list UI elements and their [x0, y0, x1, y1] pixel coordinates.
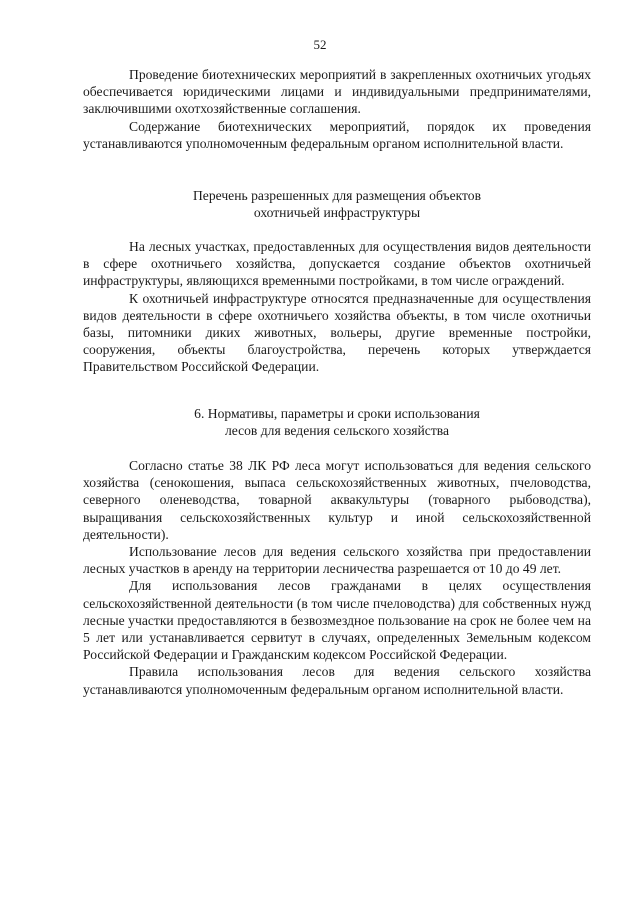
heading-line: охотничьей инфраструктуры	[253, 205, 421, 221]
page-number: 52	[313, 37, 327, 52]
section-heading	[83, 187, 591, 221]
heading-line: Перечень разрешенных для размещения объектов	[192, 188, 482, 203]
heading-line: лесов для ведения сельского хозяйства	[224, 423, 450, 439]
heading-agriculture	[83, 405, 591, 439]
section-heading	[83, 405, 591, 439]
paragraph: К охотничьей инфраструктуре относятся предназначенные для осуществления видов деятельности в сфере охотничьего хозяйства объекты, в том числе охотничьи базы, питомники диких животных, вольеры, другие временные постройки, сооружения, объекты благоустройства, перечень которых утверждается Правительством Российской Федерации.	[83, 290, 591, 375]
heading-hunting-infrastructure	[83, 187, 591, 221]
paragraph: Для использования лесов гражданами в целях осуществления сельскохозяйственной деятельности (в том числе пчеловодства) для собственных нужд лесные участки предоставляются в безвозмездное пользование на срок не более чем на 5 лет или устанавливается сервитут в случаях, определенных Земельным кодексом Российской Федерации и Гражданским кодексом Российской Федерации.	[83, 578, 591, 663]
section-biotechnical-measures	[83, 66, 591, 152]
paragraph: На лесных участках, предоставленных для осуществления видов деятельности в сфере охотничьего хозяйства, допускается создание объектов охотничьей инфраструктуры, являющихся временными постройками, в том числе ограждений.	[83, 239, 591, 289]
heading-line: 6. Нормативы, параметры и сроки использования	[194, 406, 480, 421]
paragraph: Правила использования лесов для ведения сельского хозяйства устанавливаются уполномоченным федеральным органом исполнительной власти.	[83, 664, 591, 697]
section-hunting-infrastructure	[83, 238, 591, 376]
paragraph: Проведение биотехнических мероприятий в закрепленных охотничьих угодьях обеспечивается юридическими лицами и индивидуальными предпринимателями, заключившими охотхозяйственные соглашения.	[83, 67, 591, 117]
section-agriculture	[83, 457, 591, 698]
paragraph: Согласно статье 38 ЛК РФ леса могут использоваться для ведения сельского хозяйства (сенокошения, выпаса сельскохозяйственных животных, пчеловодства, северного оленеводства, товарной аквакультуры (товарного рыбоводства), выращивания сельскохозяйственных культур и иной сельскохозяйственной деятельности).	[83, 458, 591, 542]
paragraph: Использование лесов для ведения сельского хозяйства при предоставлении лесных участков в аренду на территории лесничества разрешается от 10 до 49 лет.	[83, 544, 591, 577]
paragraph: Содержание биотехнических мероприятий, порядок их проведения устанавливаются уполномоченным федеральным органом исполнительной власти.	[83, 118, 591, 151]
